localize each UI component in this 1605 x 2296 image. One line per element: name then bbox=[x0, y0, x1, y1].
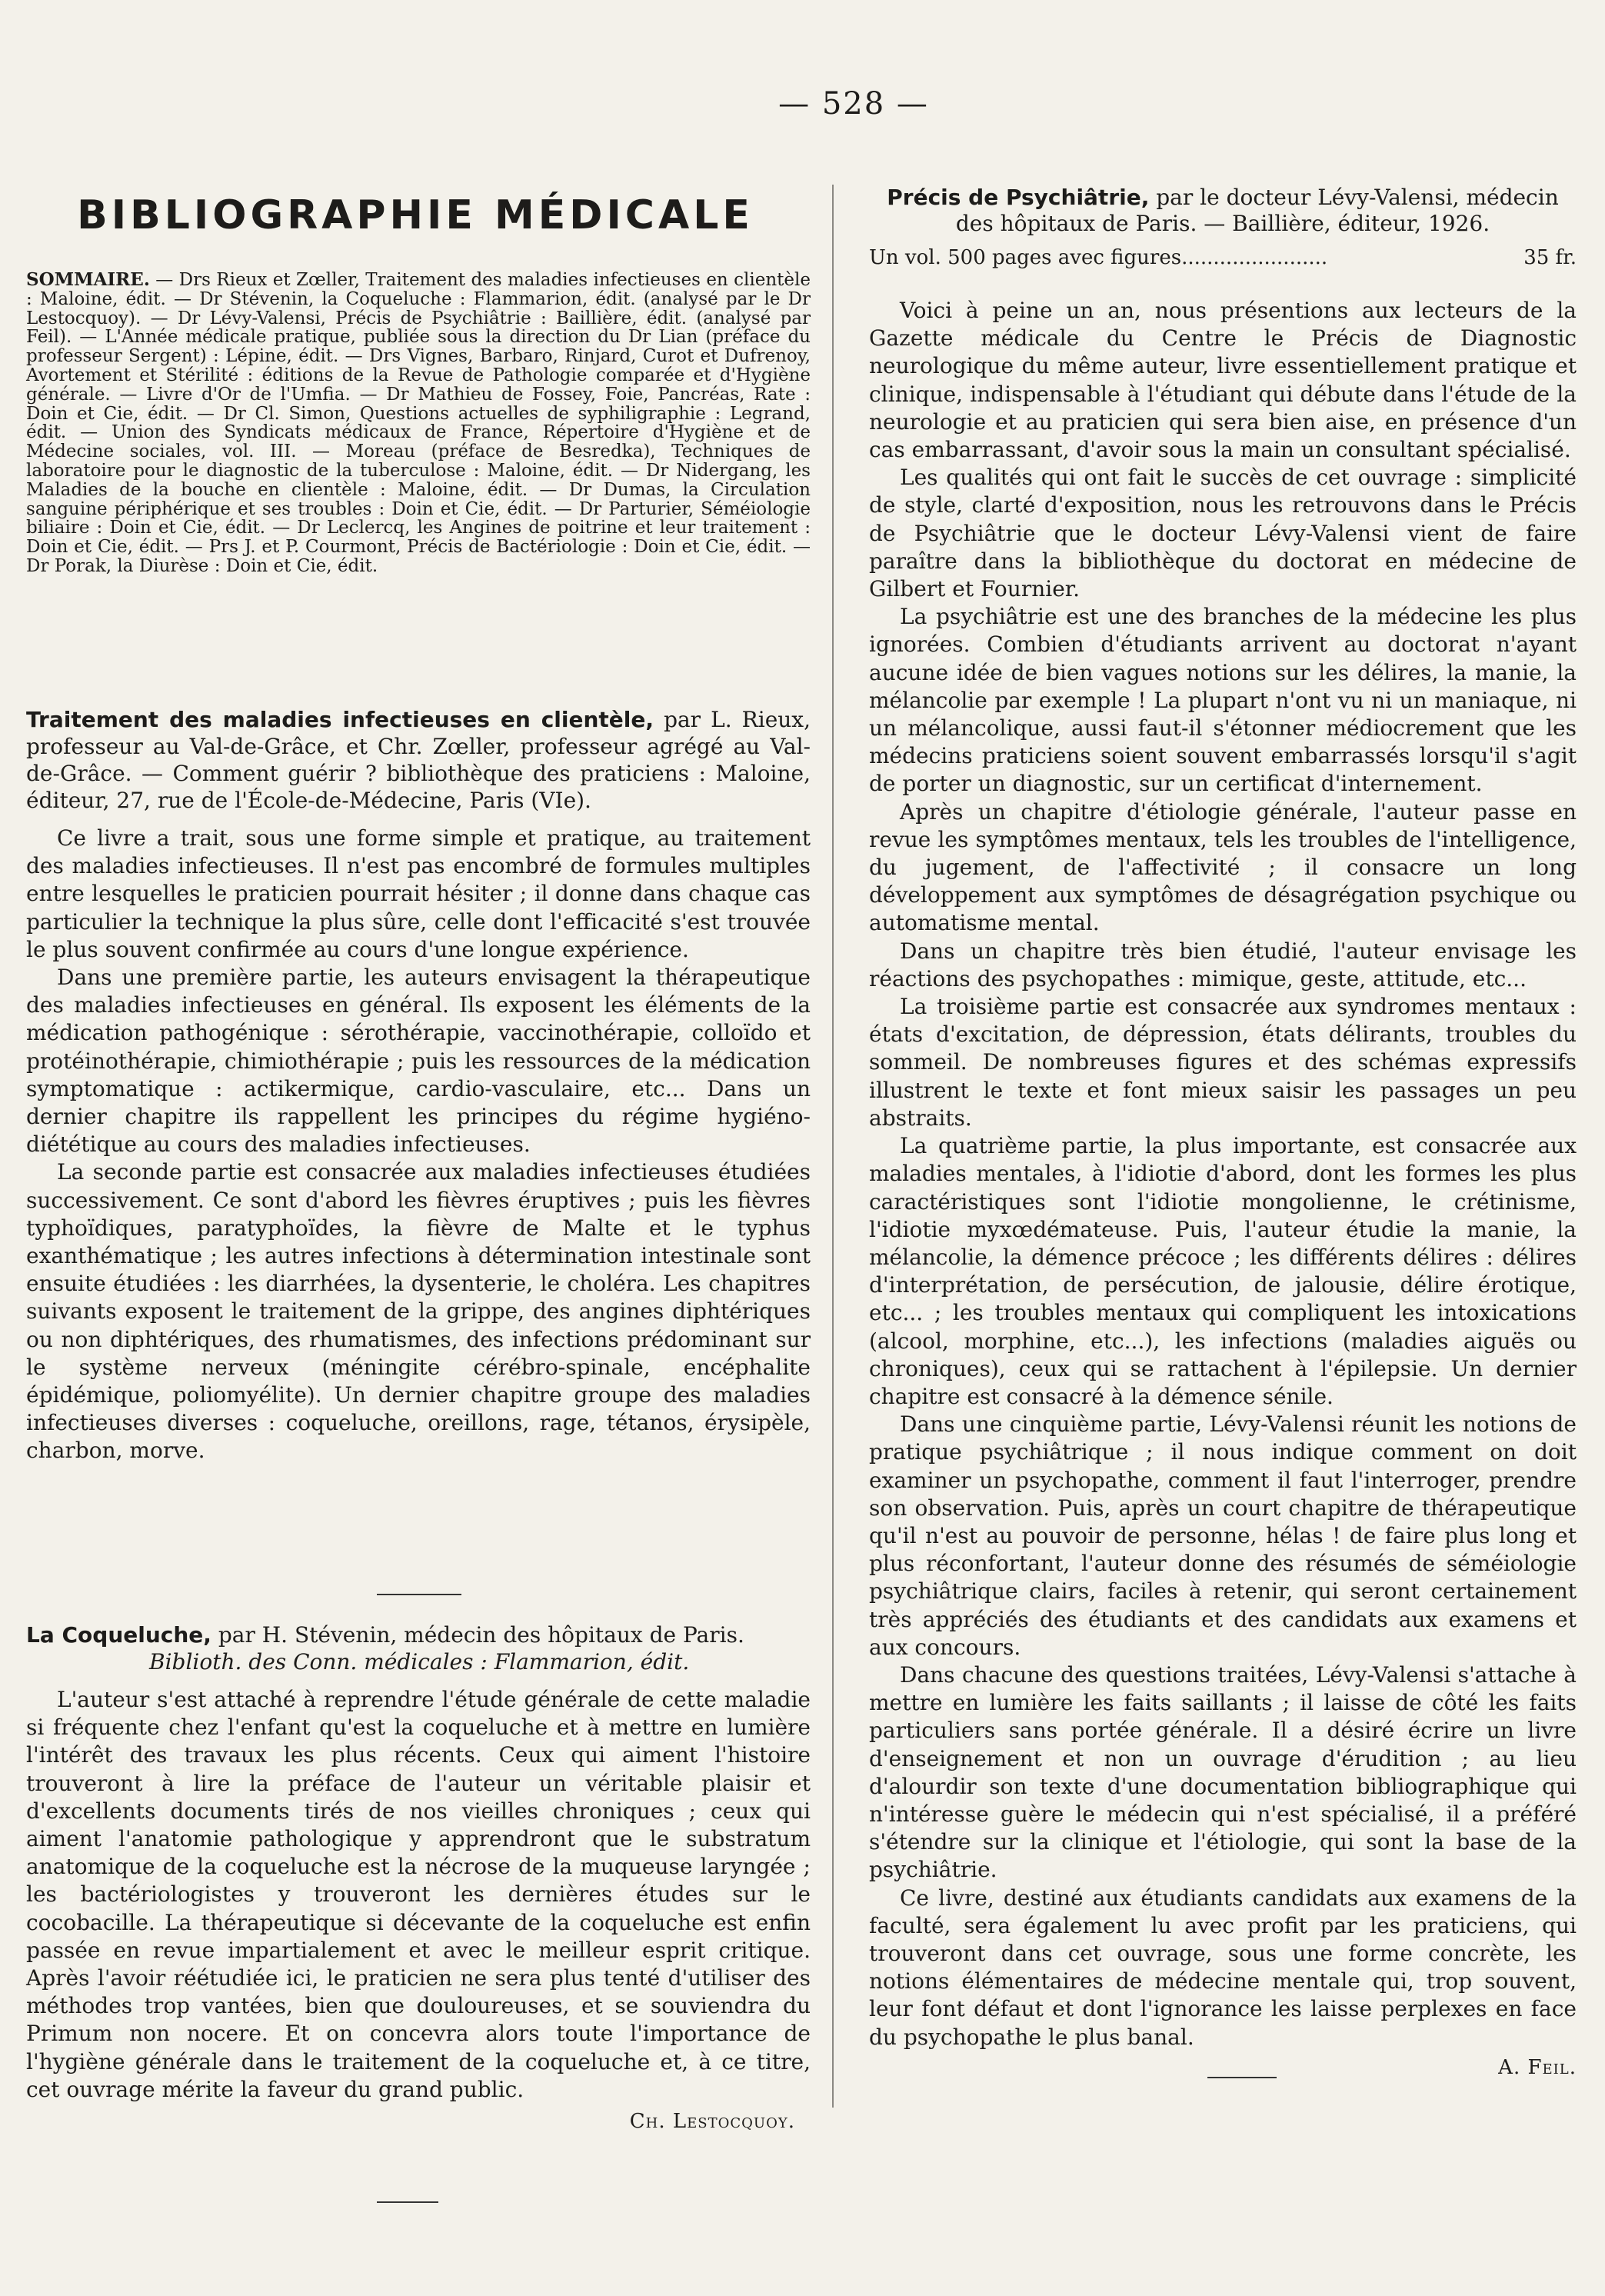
price: 35 fr. bbox=[1523, 246, 1577, 269]
page-number: — 528 — bbox=[778, 86, 929, 122]
paragraph: Les qualités qui ont fait le succès de cet ouvrage : simplicité de style, clarté d'exposition, nous les retrouvons dans le Précis de Psychiâtrie que le docteur Lévy-Valensi vient de faire paraître dans la bibliothèque du doctorat en médecine de Gilbert et Fournier. bbox=[869, 465, 1577, 602]
review-publication: Biblioth. des Conn. médicales : Flammarion, édit. bbox=[149, 1649, 690, 1675]
review-heading bbox=[26, 1621, 811, 1675]
paragraph: Dans un chapitre très bien étudié, l'auteur envisage les réactions des psychopathes : mimique, geste, attitude, etc... bbox=[869, 938, 1577, 991]
review-body bbox=[26, 825, 811, 1465]
section-rule bbox=[377, 1594, 461, 1595]
review-signature: A. Feil. bbox=[1498, 2055, 1577, 2079]
paragraph: Ce livre a trait, sous une forme simple et pratique, au traitement des maladies infectieuses. Il n'est pas encombré de formules multiples entre lesquelles le praticien pourrait hésiter ; il donne dans chaque cas particulier la technique la plus sûre, celle dont l'efficacité s'est trouvée le plus souvent confirmée au cours d'une longue expérience. bbox=[26, 825, 811, 962]
review-author: par le docteur Lévy-Valensi, médecin des hôpitaux de Paris. — Baillière, éditeur, 1926. bbox=[955, 185, 1559, 236]
paragraph: Ce livre, destiné aux étudiants candidats aux examens de la faculté, sera également lu avec profit par les praticiens, qui trouveront dans cet ouvrage, sous une forme concrète, les notions élémentaires de médecine mentale qui, trop souvent, leur font défaut et dont l'ignorance les laisse perplexes en face du psychopathe le plus banal. bbox=[869, 1884, 1577, 2050]
book-title: La Coqueluche, bbox=[26, 1622, 211, 1648]
review-body bbox=[869, 297, 1577, 2051]
paragraph: La quatrième partie, la plus importante, est consacrée aux maladies mentales, à l'idiotie d'abord, dont les formes les plus caractéristiques sont l'idiotie mongolienne, le crétinisme, l'idiotie myxœdémateuse. Puis, l'auteur étudie la manie, la mélancolie, la démence précoce ; les différents délires : délires d'interprétation, de persécution, de jalousie, délire érotique, etc... ; les troubles mentaux qui compliquent les intoxications (alcool, morphine, etc...), les infections (maladies aiguës ou chroniques), ceux qui se rattachent à l'épilepsie. Un dernier chapitre est consacré à la démence sénile. bbox=[869, 1133, 1577, 1409]
paragraph: La troisième partie est consacrée aux syndromes mentaux : états d'excitation, de dépression, états délirants, troubles du sommeil. De nombreuses figures et des schémas expressifs illustrent le texte et font mieux saisir les passages un peu abstraits. bbox=[869, 994, 1577, 1131]
volume-line bbox=[869, 245, 1577, 271]
summary-lead: SOMMAIRE. bbox=[26, 269, 150, 290]
review-body bbox=[26, 1686, 811, 2104]
column-divider bbox=[832, 185, 834, 2108]
book-title: Précis de Psychiâtrie, bbox=[887, 185, 1150, 210]
paragraph: Après un chapitre d'étiologie générale, l'auteur passe en revue les symptômes mentaux, tels les troubles de l'intelligence, du jugement, de l'affectivité ; il consacre un long développement aux symptômes de désagrégation psychique ou automatisme mental. bbox=[869, 798, 1577, 936]
summary-text: — Drs Rieux et Zœller, Traitement des maladies infectieuses en clientèle : Maloine, édit. — Dr Stévenin, la Coqueluche : Flammarion, édit. (analysé par le Dr Lestocquoy). — Dr Lévy-Valensi, Précis de Psychiâtrie : Baillière, édit. (analysé par Feil). — L'Année médicale pratique, publiée sous la direction du Dr Lian (préface du professeur Sergent) : Lépine, édit. — Drs Vignes, Barbaro, Rinjard, Curot et Dufrenoy, Avortement et Stérilité : éditions de la Revue de Pathologie comparée et d'Hygiène générale. — Livre d'Or de l'Umfia. — Dr Mathieu de Fossey, Foie, Pancréas, Rate : Doin et Cie, édit. — Dr Cl. Simon, Questions actuelles de syphiligraphie : Legrand, édit. — Union des Syndicats médicaux de France, Répertoire d'Hygiène et de Médecine sociales, vol. III. — Moreau (préface de Besredka), Techniques de laboratoire pour le diagnostic de la tuberculose : Maloine, édit. — Dr Nidergang, les Maladies de la bouche en clientèle : Maloine, édit. — Dr Dumas, la Circulation sanguine périphérique et ses troubles : Doin et Cie, édit. — Dr Parturier, Séméiologie biliaire : Doin et Cie, édit. — Dr Leclercq, les Angines de poitrine et leur traitement : Doin et Cie, édit. — Prs J. et P. Courmont, Précis de Bactériologie : Doin et Cie, édit. — Dr Porak, la Diurèse : Doin et Cie, édit. bbox=[26, 270, 811, 576]
review-signature: Ch. Lestocquoy. bbox=[629, 2110, 795, 2134]
review-publication: par L. Rieux, professeur au Val-de-Grâce, et Chr. Zœller, professeur agrégé au Val-de-Grâce. — Comment guérir ? bibliothèque des praticiens : Maloine, éditeur, 27, rue de l'École-de-Médecine, Paris (VIe). bbox=[26, 707, 811, 813]
review-psychiatrie bbox=[869, 185, 1577, 2079]
paragraph: La psychiâtrie est une des branches de la médecine les plus ignorées. Combien d'étudiants arrivent au doctorat n'ayant aucune idée de bien vagues notions sur les délires, la manie, la mélancolie par exemple ! La plupart n'ont vu ni un maniaque, ni un mélancolique, aussi faut-il s'étonner médiocrement que les médecins praticiens soient souvent embarrassés lorsqu'il s'agit de porter un diagnostic, sur un certificat d'internement. bbox=[869, 604, 1577, 797]
page-title: BIBLIOGRAPHIE MÉDICALE bbox=[77, 192, 754, 238]
volume-info: Un vol. 500 pages avec figures....................... bbox=[869, 246, 1328, 269]
review-author: par H. Stévenin, médecin des hôpitaux de Paris. bbox=[211, 1622, 744, 1648]
paragraph: Dans une première partie, les auteurs envisagent la thérapeutique des maladies infectieuses en général. Ils exposent les éléments de la médication pathogénique : sérothérapie, vaccinothérapie, colloïdo et protéinothérapie, chimiothérapie ; puis les ressources de la médication symptomatique : actikermique, cardio-vasculaire, etc... Dans un dernier chapitre ils rappellent les principes du régime hygiéno-diététique au cours des maladies infectieuses. bbox=[26, 965, 811, 1158]
section-rule bbox=[1207, 2077, 1277, 2078]
section-rule bbox=[377, 2201, 438, 2203]
review-infectious-diseases bbox=[26, 706, 811, 1465]
book-title: Traitement des maladies infectieuses en clientèle, bbox=[26, 707, 654, 732]
review-heading bbox=[26, 706, 811, 814]
review-coqueluche bbox=[26, 1621, 811, 2133]
paragraph: Dans une cinquième partie, Lévy-Valensi réunit les notions de pratique psychiâtrique ; il nous indique comment on doit examiner un psychopathe, comment il faut l'interroger, prendre son observation. Puis, après un court chapitre de thérapeutique qu'il n'est au pouvoir de personne, hélas ! de faire plus long et plus réconfortant, l'auteur donne des résumés de séméiologie psychiâtrique clairs, faciles à retenir, qui seront certainement très appréciés des étudiants et des candidats aux examens et aux concours. bbox=[869, 1411, 1577, 1660]
review-heading bbox=[869, 185, 1577, 237]
summary bbox=[26, 271, 811, 576]
paragraph: La seconde partie est consacrée aux maladies infectieuses étudiées successivement. Ce sont d'abord les fièvres éruptives ; puis les fièvres typhoïdiques, paratyphoïdes, la fièvre de Malte et le typhus exanthématique ; les autres infections à détermination intestinale sont ensuite étudiées : les diarrhées, la dysenterie, le choléra. Les chapitres suivants exposent le traitement de la grippe, des angines diphtériques ou non diphtériques, des rhumatismes, des infections prédominant sur le système nerveux (méningite cérébro-spinale, encéphalite épidémique, poliomyélite). Un dernier chapitre groupe des maladies infectieuses diverses : coqueluche, oreillons, rage, tétanos, érysipèle, charbon, morve. bbox=[26, 1159, 811, 1464]
paragraph: L'auteur s'est attaché à reprendre l'étude générale de cette maladie si fréquente chez l'enfant qu'est la coqueluche et à mettre en lumière l'intérêt des travaux les plus récents. Ceux qui aiment l'histoire trouveront à lire la préface de l'auteur un véritable plaisir et d'excellents documents tirés de nos vieilles chroniques ; ceux qui aiment l'anatomie pathologique y apprendront que le substratum anatomique de la coqueluche est la nécrose de la muqueuse laryngée ; les bactériologistes y trouveront les dernières études sur le cocobacille. La thérapeutique si décevante de la coqueluche est enfin passée en revue impartialement et avec le meilleur esprit critique. Après l'avoir réétudiée ici, le praticien ne sera plus tenté d'utiliser des méthodes trop vantées, bien que douloureuses, et se souviendra du Primum non nocere. Et on concevra alors toute l'importance de l'hygiène générale dans le traitement de la coqueluche et, à ce titre, cet ouvrage mérite la faveur du grand public. bbox=[26, 1687, 811, 2102]
paragraph: Dans chacune des questions traitées, Lévy-Valensi s'attache à mettre en lumière les faits saillants ; il laisse de côté les faits particuliers sans portée générale. Il a désiré écrire un livre d'enseignement et non un ouvrage d'érudition ; au lieu d'alourdir son texte d'une documentation bibliographique qui n'intéresse guère le médecin qui n'est spécialisé, il a préféré s'étendre sur la clinique et l'étiologie, qui sont la base de la psychiâtrie. bbox=[869, 1661, 1577, 1883]
paragraph: Voici à peine un an, nous présentions aux lecteurs de la Gazette médicale du Centre le Précis de Diagnostic neurologique du même auteur, livre essentiellement pratique et clinique, indispensable à l'étudiant qui débute dans l'étude de la neurologie et au praticien qui sera bien aise, en présence d'un cas embarrassant, d'avoir sous la main un consultant spécialisé. bbox=[869, 298, 1577, 463]
